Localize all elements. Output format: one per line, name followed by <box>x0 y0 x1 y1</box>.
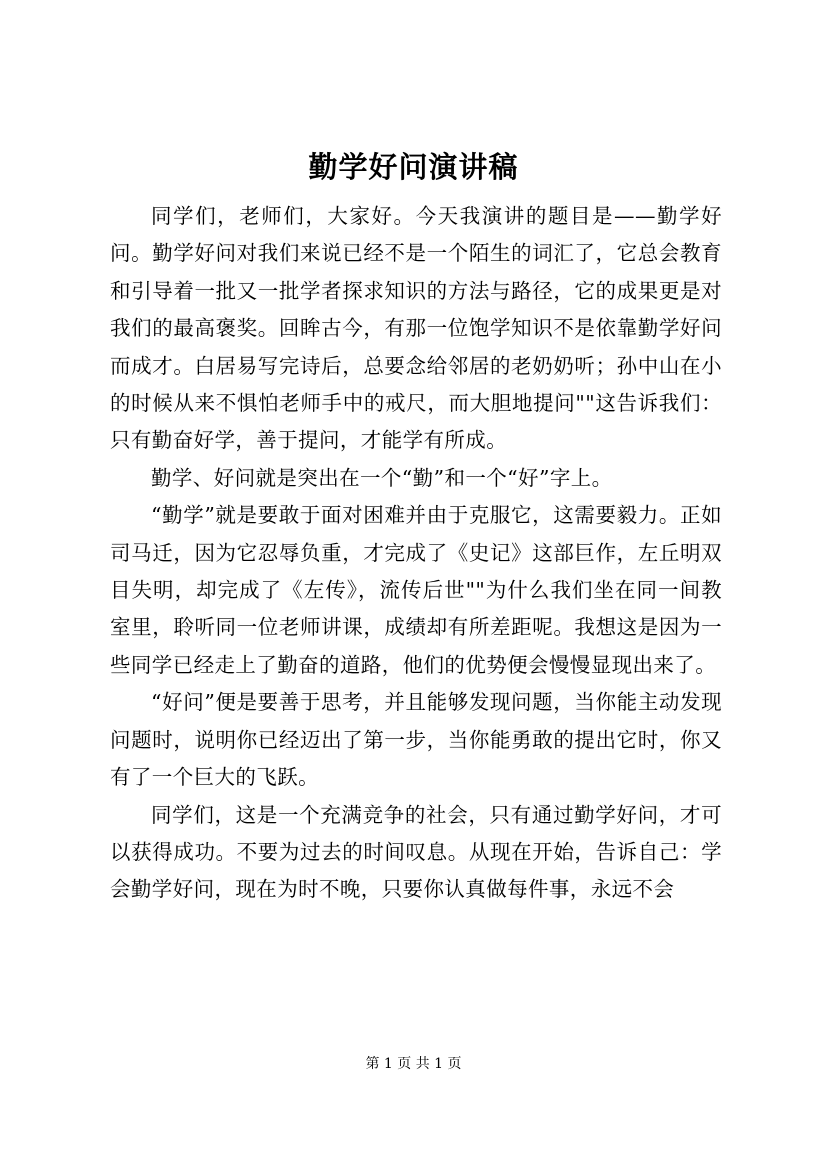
paragraph-5: 同学们，这是一个充满竞争的社会，只有通过勤学好问，才可以获得成功。不要为过去的时间叹息。从现在开始，告诉自己：学会勤学好问，现在为时不晚，只要你认真做每件事，永远不会 <box>110 802 722 902</box>
paragraph-1: 同学们，老师们，大家好。今天我演讲的题目是——勤学好问。勤学好问对我们来说已经不是一个陌生的词汇了，它总会教育和引导着一批又一批学者探求知识的方法与路径，它的成果更是对我们的最高褒奖。回眸古今，有那一位饱学知识不是依靠勤学好问而成才。白居易写完诗后，总要念给邻居的老奶奶听；孙中山在小的时候从来不惧怕老师手中的戒尺，而大胆地提问""这告诉我们：只有勤奋好学，善于提问，才能学有所成。 <box>110 204 722 453</box>
page-number-footer: 第 1 页 共 1 页 <box>365 1056 462 1072</box>
document-body <box>110 198 722 1020</box>
paragraph-3: “勤学”就是要敢于面对困难并由于克服它，这需要毅力。正如司马迁，因为它忍辱负重，才完成了《史记》这部巨作，左丘明双目失明，却完成了《左传》，流传后世""为什么我们坐在同一间教室里，聆听同一位老师讲课，成绩却有所差距呢。我想这是因为一些同学已经走上了勤奋的道路，他们的优势便会慢慢显现出来了。 <box>110 503 722 677</box>
paragraph-4: “好问”便是要善于思考，并且能够发现问题，当你能主动发现问题时，说明你已经迈出了第一步，当你能勇敢的提出它时，你又有了一个巨大的飞跃。 <box>110 690 722 790</box>
document-title: 勤学好问演讲稿 <box>308 150 519 184</box>
paragraph-2: 勤学、好问就是突出在一个“勤”和一个“好”字上。 <box>151 465 613 490</box>
